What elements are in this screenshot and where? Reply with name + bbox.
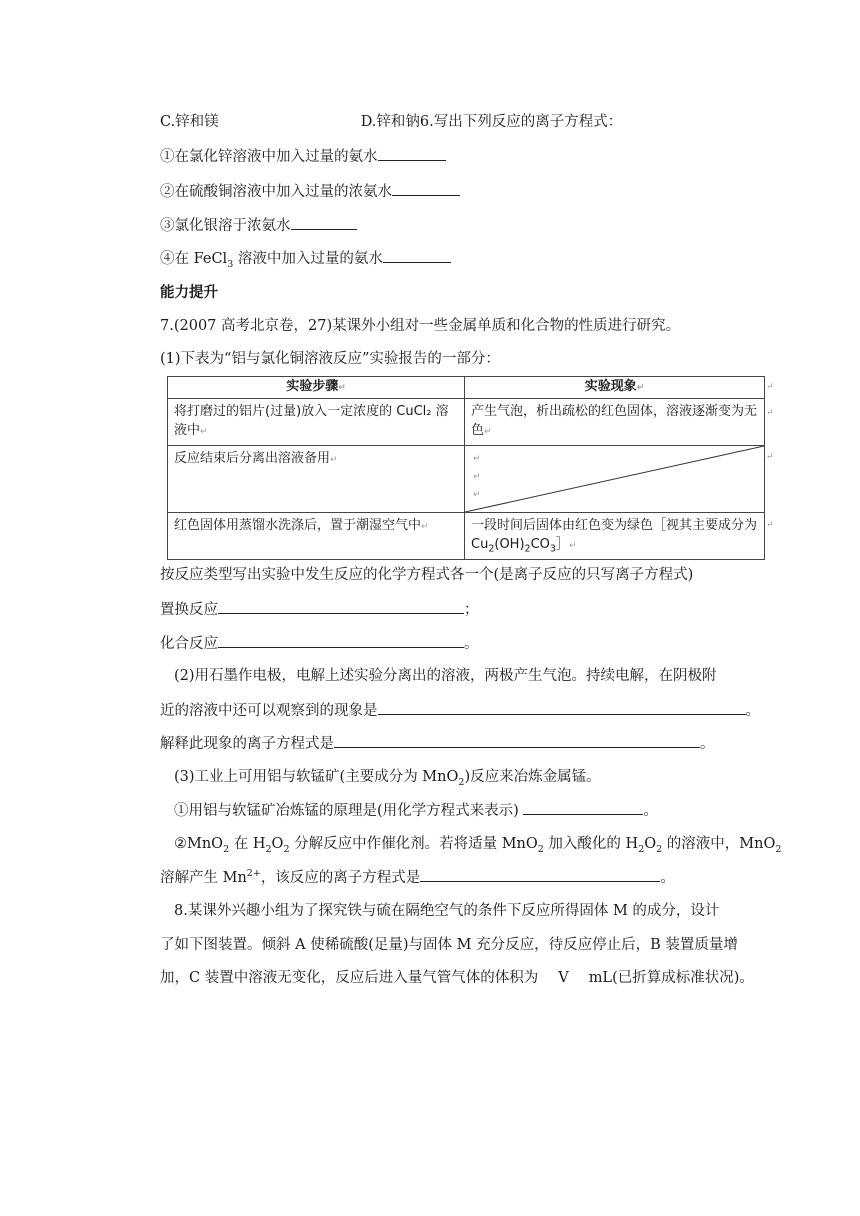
q5-options-line bbox=[160, 112, 622, 132]
q7-part3-item2-line2: 溶解产生 $Mn^{2+}$，该反应的离子方程式是 。 bbox=[160, 868, 675, 886]
answer-blank[interactable] bbox=[420, 867, 660, 882]
q6-item-3: ③氯化银溶于浓氨水 bbox=[160, 215, 357, 236]
table-row bbox=[168, 513, 765, 560]
combination-line: 化合反应 。 bbox=[160, 633, 479, 654]
header-step: 实验步骤↵ bbox=[168, 377, 465, 399]
q7-part3-item2-line1: ②MnO$_2$ 在 $H_2O_2$ 分解反应中作催化剂。若将适量 MnO$_2$ 加入酸化的 $H_2O_2$ 的溶液中，MnO$_2$ bbox=[174, 836, 782, 855]
volume-variable: V bbox=[558, 970, 569, 986]
answer-blank[interactable] bbox=[523, 800, 643, 815]
q7-part2-line3: 解释此现象的离子方程式是 。 bbox=[160, 733, 715, 754]
answer-blank[interactable] bbox=[218, 599, 464, 614]
header-phenomenon: 实验现象↵ bbox=[465, 377, 765, 399]
answer-blank[interactable] bbox=[218, 633, 464, 648]
q6-item-1: ①在氯化锌溶液中加入过量的氨水 bbox=[160, 146, 446, 167]
option-d: D.锌和钠 bbox=[360, 114, 420, 130]
answer-blank[interactable] bbox=[392, 181, 460, 196]
q8-line2: 了如下图装置。倾斜 A 使稀硫酸(足量)与固体 M 充分反应，待反应停止后，B 装置质量增 bbox=[160, 937, 738, 953]
answer-blank[interactable] bbox=[383, 248, 451, 263]
q7-part2-line2: 近的溶液中还可以观察到的现象是 。 bbox=[160, 700, 760, 721]
answer-blank[interactable] bbox=[291, 215, 357, 230]
q7-part1-intro: (1)下表为“铝与氯化铜溶液反应”实验报告的一部分： bbox=[160, 351, 500, 367]
q6-stem: 6.写出下列反应的离子方程式： bbox=[419, 114, 623, 130]
table-header-row bbox=[168, 377, 765, 399]
row2-step: 反应结束后分离出溶液备用↵ bbox=[168, 446, 465, 513]
answer-blank[interactable] bbox=[378, 146, 446, 161]
row3-phenomenon: 一段时间后固体由红色变为绿色［视其主要成分为 $Cu_2(OH)_2CO_3]↵$ bbox=[465, 513, 765, 560]
q7-part3-intro: (3)工业上可用铝与软锰矿(主要成分为 MnO$_2$)反应来冶炼金属锰。 bbox=[174, 769, 601, 788]
answer-blank[interactable] bbox=[334, 733, 700, 748]
displacement-line: 置换反应 ； bbox=[160, 599, 479, 620]
diagonal-line bbox=[465, 446, 764, 512]
experiment-table bbox=[167, 376, 765, 560]
row2-phenomenon-empty: ↵ ↵ ↵ bbox=[465, 446, 765, 513]
table-row bbox=[168, 399, 765, 446]
row1-step: 将打磨过的铝片(过量)放入一定浓度的 CuCl₂ 溶液中↵ bbox=[168, 399, 465, 446]
q8-line1: 8.某课外兴趣小组为了探究铁与硫在隔绝空气的条件下反应所得固体 M 的成分，设计 bbox=[174, 903, 720, 919]
table-row bbox=[168, 446, 765, 513]
q7-stem: 7.(2007 高考北京卷，27)某课外小组对一些金属单质和化合物的性质进行研究。 bbox=[160, 318, 681, 334]
q7-write-equations: 按反应类型写出实验中发生反应的化学方程式各一个(是离子反应的只写离子方程式) bbox=[160, 567, 694, 583]
q7-part2-line1: (2)用石墨作电极，电解上述实验分离出的溶液，两极产生气泡。持续电解，在阴极附 bbox=[174, 668, 717, 684]
row3-step: 红色固体用蒸馏水洗涤后，置于潮湿空气中↵ bbox=[168, 513, 465, 560]
q6-item-4: ④在 FeCl$_3$ 溶液中加入过量的氨水 bbox=[160, 248, 451, 269]
document-page: C.锌和镁 D.锌和钠6.写出下列反应的离子方程式： ①在氯化锌溶液中加入过量的氨水 ②在硫酸铜溶液中加入过量的浓氨水 ③氯化银溶于浓氨水 ④在 FeCl$_3$ 溶液中加入过量的氨水 能力提升 7.(2007 高考北京卷，27)某课外小组对一些金属单质和化合物的性质进行研究。 (1)下表为“铝与氯化铜溶液反应”实验报告的一部分： 实验步骤↵ 实验现象↵ 将打磨过的铝片(过量)放入一定浓度的 CuCl₂ 溶液中↵ 产生气泡，析出疏松的红色固体，溶液逐渐变为无色↵ 反应结束后分离出溶液备用↵ ↵ ↵ ↵ 红色固体用蒸馏水洗涤后，置于潮湿空气中↵ 一段时间后固体由红色变为绿色［视其主要成分为 $Cu_2(OH)_2CO_3]↵$ ↵ ↵ ↵ ↵ 按反应类型写出实验中发生反应的化学方程式各一个(是离子反应的只写离子方程式) 置换反应 ； 化合反应 。 (2)用石墨作电极，电解上述实验分离出的溶液，两极产生气泡。持续电解，在阴极附 近的溶液中还可以观察到的现象是 。 解释此现象的离子方程式是 。 (3)工业上可用铝与软锰矿(主要成分为 MnO$_2$)反应来冶炼金属锰。 ①用铝与软锰矿冶炼锰的原理是(用化学方程式来表示) 。 ②MnO$_2$ 在 $H_2O_2$ 分解反应中作催化剂。若将适量 MnO$_2$ 加入酸化的 $H_2O_2$ 的溶液中，MnO$_2$ 溶解产生 $Mn^{2+}$，该反应的离子方程式是 。 8.某课外兴趣小组为了探究铁与硫在隔绝空气的条件下反应所得固体 M 的成分，设计 了如下图装置。倾斜 A 使稀硫酸(足量)与固体 M 充分反应，待反应停止后，B 装置质量增 加，C 装置中溶液无变化，反应后进入量气管气体的体积为 V mL(已折算成标准状况)。 bbox=[160, 114, 782, 986]
answer-blank[interactable] bbox=[378, 700, 746, 715]
row1-phenomenon: 产生气泡，析出疏松的红色固体，溶液逐渐变为无色↵ bbox=[465, 399, 765, 446]
q6-item-2: ②在硫酸铜溶液中加入过量的浓氨水 bbox=[160, 181, 460, 202]
q8-line3: 加，C 装置中溶液无变化，反应后进入量气管气体的体积为 V mL(已折算成标准状况)。 bbox=[160, 970, 754, 986]
q7-part3-item1: ①用铝与软锰矿冶炼锰的原理是(用化学方程式来表示) 。 bbox=[174, 800, 658, 821]
section-title: 能力提升 bbox=[160, 285, 218, 301]
option-c: C.锌和镁 bbox=[160, 114, 219, 130]
